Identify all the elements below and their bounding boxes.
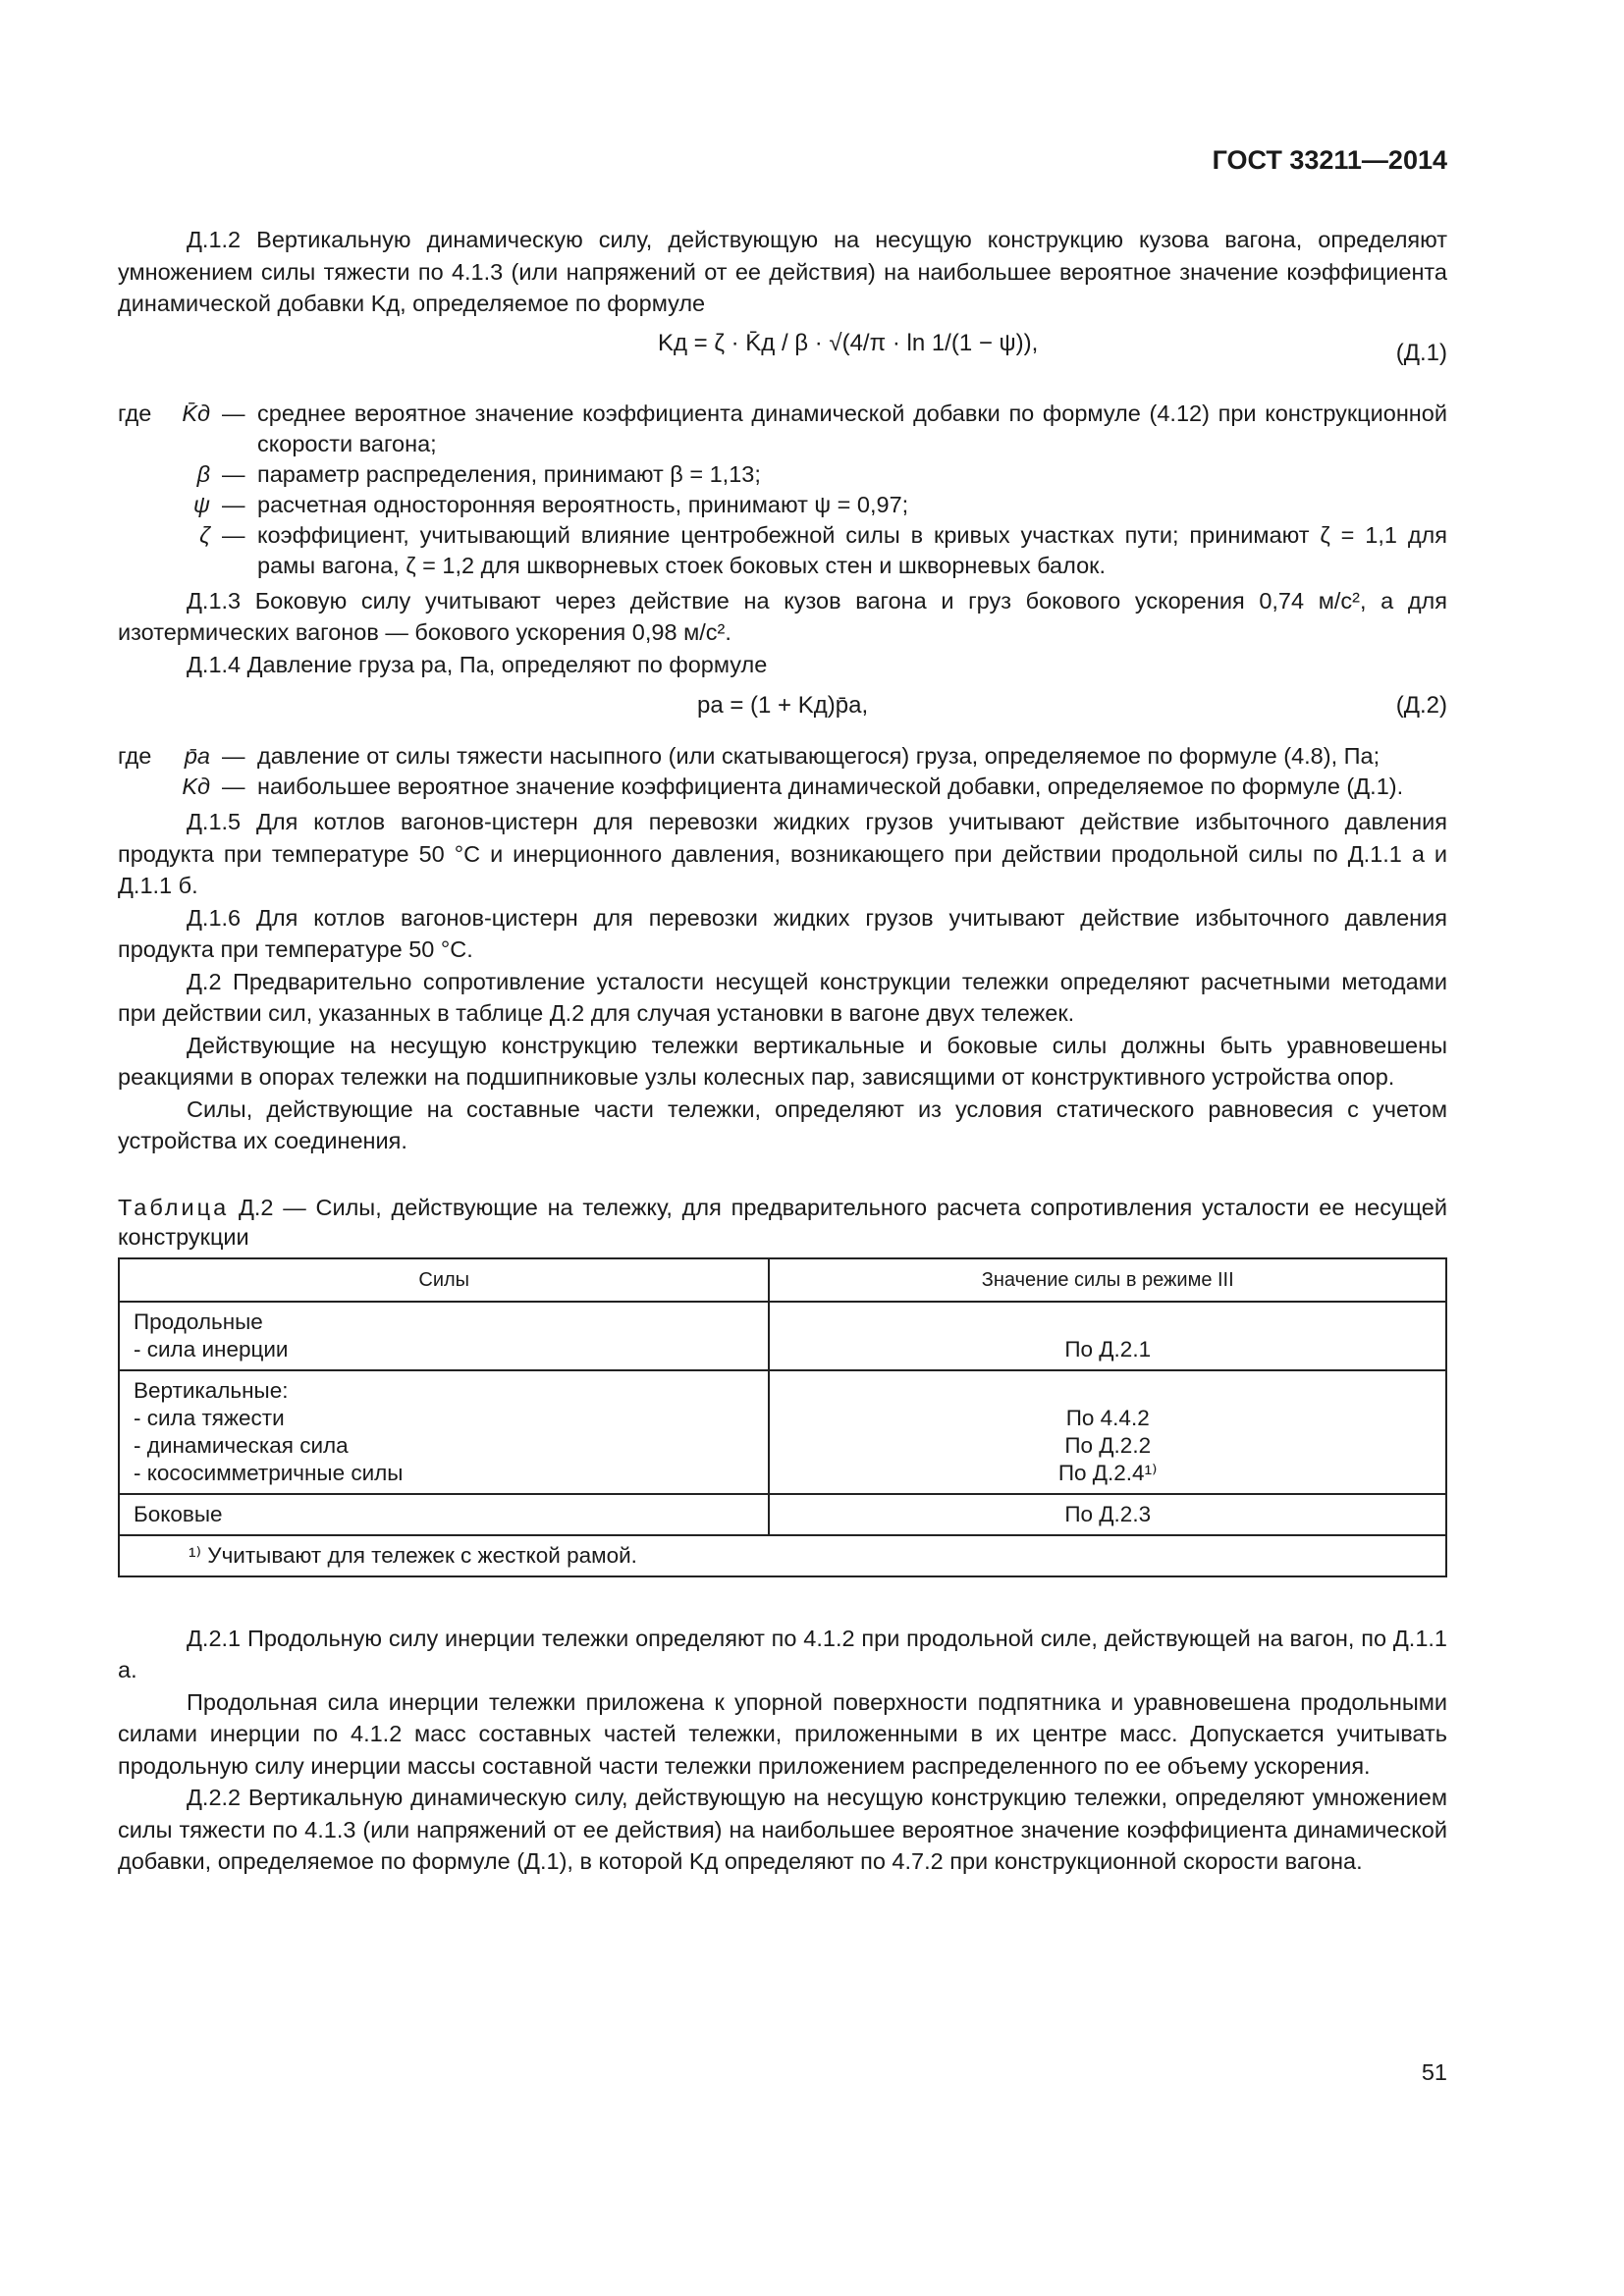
paragraph-d2-equilibrium: Силы, действующие на составные части тележки, определяют из условия статического равновесия с учетом устройства их соединения.: [118, 1095, 1447, 1153]
legend-lead: [118, 459, 167, 490]
table-row: [119, 1302, 1446, 1370]
paragraph-d14: Д.1.4 Давление груза pа, Па, определяют по формуле: [187, 651, 768, 677]
legend-text: параметр распределения, принимают β = 1,13;: [257, 460, 761, 487]
table-footnote: ¹⁾ Учитывают для тележек с жесткой рамой.: [119, 1535, 1446, 1576]
value-line: По Д.2.2: [1064, 1432, 1152, 1458]
legend-d1: [118, 399, 1447, 581]
page-number: 51: [1421, 2059, 1447, 2085]
legend-symbol: β: [196, 460, 210, 487]
paragraph-d13: Д.1.3 Боковую силу учитывают через действие на кузов вагона и груз бокового ускорения 0,74 м/с², а для изотермических вагонов — бокового ускорения 0,98 м/с².: [118, 587, 1447, 645]
force-line: Вертикальные:: [134, 1377, 289, 1403]
force-line: Продольные: [134, 1308, 263, 1334]
formula-d2: [118, 680, 1447, 741]
paragraph-d21: Д.2.1 Продольную силу инерции тележки определяют по 4.1.2 при продольной силе, действующей на вагон, по Д.1.1 а.: [118, 1625, 1447, 1682]
formula-d2-number: (Д.2): [1395, 692, 1447, 719]
legend-symbol: ζ: [199, 521, 210, 548]
value-line: По Д.2.3: [1064, 1501, 1152, 1526]
forces-cell: [119, 1302, 769, 1370]
legend-lead: [118, 772, 167, 802]
legend-symbol: p̄а: [184, 743, 210, 769]
standard-header: ГОСТ 33211—2014: [1212, 145, 1447, 175]
legend-row: [118, 741, 1447, 772]
legend-text: давление от силы тяжести насыпного (или скатывающегося) груза, определяемое по формуле (4.8), Па;: [257, 743, 1380, 769]
legend-lead: где: [118, 400, 152, 426]
formula-d1-number: (Д.1): [1395, 339, 1447, 366]
table-row: [119, 1370, 1446, 1494]
legend-row: [118, 772, 1447, 802]
formula-d2-expression: pа = (1 + Kд)p̄а,: [697, 692, 869, 719]
table-caption: [118, 1193, 1447, 1252]
formula-d1-expression: Kд = ζ · K̄д / β · √(4/π · ln 1/(1 − ψ)),: [658, 329, 1039, 356]
legend-row: [118, 459, 1447, 490]
legend-lead: где: [118, 743, 152, 769]
legend-dash: —: [222, 400, 245, 426]
force-line: - сила инерции: [134, 1336, 289, 1362]
table-footnote-row: [119, 1535, 1446, 1576]
paragraph-d12: Д.1.2 Вертикальную динамическую силу, действующую на несущую конструкцию кузова вагона, определяют умножением силы тяжести по 4.1.3 (или напряжений от ее действия) на наибольшее вероятное значение коэффициента динамической добавки Kд, определяемое по формуле: [118, 227, 1447, 316]
legend-lead: [118, 490, 167, 520]
table-row: [119, 1494, 1446, 1535]
forces-table: [118, 1257, 1447, 1577]
value-line: По 4.4.2: [1065, 1405, 1150, 1430]
legend-text: расчетная односторонняя вероятность, принимают ψ = 0,97;: [257, 491, 909, 517]
formula-d1: [118, 320, 1447, 399]
paragraph-d16: Д.1.6 Для котлов вагонов-цистерн для перевозки жидких грузов учитывают действие избыточного давления продукта при температуре 50 °С.: [118, 904, 1447, 962]
legend-text: коэффициент, учитывающий влияние центробежной силы в кривых участках пути; принимают ζ = 1,1 для рамы вагона, ζ = 1,2 для шкворневых стоек боковых стен и шкворневых балок.: [257, 521, 1447, 578]
page-body: [118, 0, 1447, 1878]
value-cell: [769, 1370, 1446, 1494]
table-caption-text: Д.2 — Силы, действующие на тележку, для предварительного расчета сопротивления усталости ее несущей конструкции: [118, 1194, 1447, 1250]
legend-row: [118, 399, 1447, 459]
paragraph-d2-reactions: Действующие на несущую конструкцию тележки вертикальные и боковые силы должны быть уравновешены реакциями в опорах тележки на подшипниковые узлы колесных пар, зависящими от конструктивного устройства опор.: [118, 1032, 1447, 1090]
force-line: - кососимметричные силы: [134, 1460, 404, 1485]
force-line: Боковые: [134, 1501, 223, 1526]
paragraph-d15: Д.1.5 Для котлов вагонов-цистерн для перевозки жидких грузов учитывают действие избыточного давления продукта при температуре 50 °С и инерционного давления, возникающего при действии продольной силы по Д.1.1 а и Д.1.1 б.: [118, 809, 1447, 898]
legend-row: [118, 490, 1447, 520]
legend-dash: —: [222, 774, 245, 799]
value-line: По Д.2.4¹⁾: [1057, 1460, 1158, 1485]
legend-dash: —: [222, 743, 245, 769]
legend-row: [118, 520, 1447, 581]
value-line: По Д.2.1: [1064, 1336, 1152, 1362]
value-cell: [769, 1494, 1446, 1535]
legend-lead: [118, 520, 167, 581]
paragraph-d2: Д.2 Предварительно сопротивление усталости несущей конструкции тележки определяют расчетными методами при действии сил, указанных в таблице Д.2 для случая установки в вагоне двух тележек.: [118, 968, 1447, 1026]
paragraph-d21-inertia: Продольная сила инерции тележки приложена к упорной поверхности подпятника и уравновешена продольными силами инерции по 4.1.2 масс составных частей тележки, приложенными в их центре масс. Допускается учитывать продольную силу инерции массы составной части тележки приложением распределенного по ее объему ускорения.: [118, 1688, 1447, 1779]
legend-dash: —: [222, 460, 245, 487]
legend-dash: —: [222, 491, 245, 517]
header-value: Значение силы в режиме III: [769, 1258, 1446, 1302]
legend-dash: —: [222, 521, 245, 548]
forces-cell: [119, 1494, 769, 1535]
value-cell: [769, 1302, 1446, 1370]
legend-d2: [118, 741, 1447, 802]
table-label: Таблица: [118, 1194, 230, 1220]
legend-symbol: Kд: [182, 774, 210, 799]
force-line: - сила тяжести: [134, 1405, 285, 1430]
legend-symbol: ψ: [192, 491, 210, 517]
force-line: - динамическая сила: [134, 1432, 349, 1458]
legend-text: наибольшее вероятное значение коэффициента динамической добавки, определяемое по формуле (Д.1).: [257, 774, 1404, 799]
legend-symbol: K̄д: [182, 400, 210, 426]
header-forces: Силы: [119, 1258, 769, 1302]
legend-text: среднее вероятное значение коэффициента динамической добавки по формуле (4.12) при конструкционной скорости вагона;: [257, 400, 1447, 456]
forces-cell: [119, 1370, 769, 1494]
paragraph-d22: Д.2.2 Вертикальную динамическую силу, действующую на несущую конструкцию тележки, определяют умножением силы тяжести по 4.1.3 (или напряжений от ее действия) на наибольшее вероятное значение коэффициента динамической добавки, определяемое по формуле (Д.1), в которой Kд определяют по 4.7.2 при конструкционной скорости вагона.: [118, 1785, 1447, 1874]
